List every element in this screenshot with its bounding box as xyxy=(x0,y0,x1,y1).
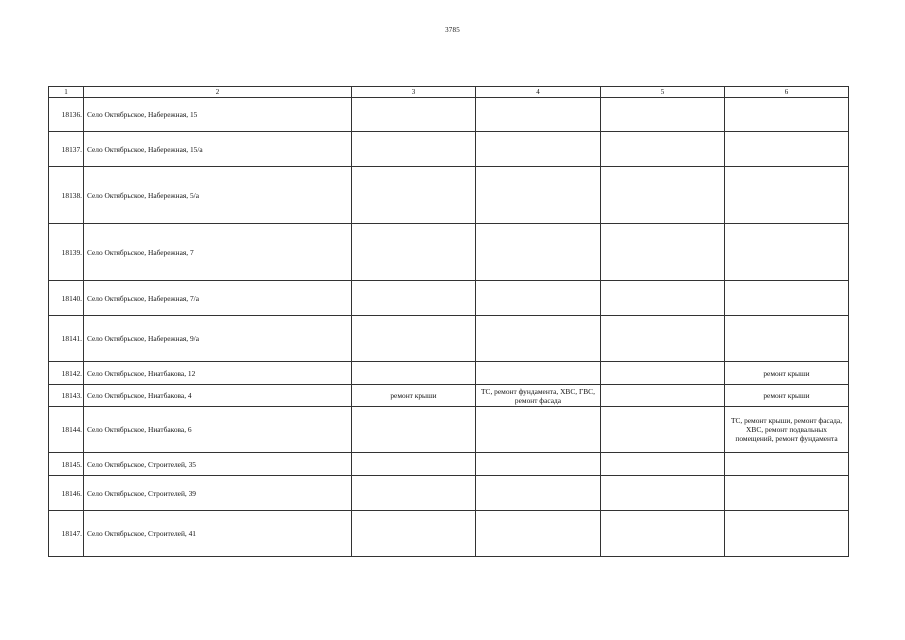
row-col5 xyxy=(601,362,725,385)
header-row xyxy=(49,87,849,98)
row-number: 18146. xyxy=(49,476,84,511)
table-row xyxy=(49,385,849,407)
row-col4 xyxy=(476,453,601,476)
table-row xyxy=(49,453,849,476)
row-col6 xyxy=(725,316,849,362)
row-col6 xyxy=(725,281,849,316)
row-col5 xyxy=(601,98,725,132)
row-col5 xyxy=(601,281,725,316)
row-col3 xyxy=(352,476,476,511)
row-address: Село Октябрьское, Набережная, 15 xyxy=(84,98,352,132)
row-col6 xyxy=(725,167,849,224)
row-col5 xyxy=(601,316,725,362)
row-col6 xyxy=(725,476,849,511)
table-row xyxy=(49,281,849,316)
row-col4 xyxy=(476,224,601,281)
row-col4 xyxy=(476,362,601,385)
row-number: 18136. xyxy=(49,98,84,132)
table-row xyxy=(49,316,849,362)
row-number: 18145. xyxy=(49,453,84,476)
table-row xyxy=(49,167,849,224)
row-col6: ремонт крыши xyxy=(725,385,849,407)
row-col5 xyxy=(601,167,725,224)
row-col3 xyxy=(352,453,476,476)
row-number: 18139. xyxy=(49,224,84,281)
row-number: 18142. xyxy=(49,362,84,385)
row-col3 xyxy=(352,511,476,557)
row-col6: ремонт крыши xyxy=(725,362,849,385)
row-number: 18137. xyxy=(49,132,84,167)
table-row xyxy=(49,476,849,511)
row-address: Село Октябрьское, Строителей, 39 xyxy=(84,476,352,511)
row-address: Село Октябрьское, Ниатбакова, 12 xyxy=(84,362,352,385)
table-row xyxy=(49,132,849,167)
table-row xyxy=(49,362,849,385)
row-col3 xyxy=(352,132,476,167)
row-col3 xyxy=(352,281,476,316)
row-number: 18143. xyxy=(49,385,84,407)
row-number: 18141. xyxy=(49,316,84,362)
page-number: 3785 xyxy=(445,26,460,34)
row-col3 xyxy=(352,98,476,132)
row-address: Село Октябрьское, Набережная, 5/а xyxy=(84,167,352,224)
row-col5 xyxy=(601,224,725,281)
row-col5 xyxy=(601,407,725,453)
column-header-4: 4 xyxy=(476,87,601,98)
column-header-6: 6 xyxy=(725,87,849,98)
row-col5 xyxy=(601,385,725,407)
column-header-5: 5 xyxy=(601,87,725,98)
row-col4: ТС, ремонт фундамента, ХВС, ГВС, ремонт фасада xyxy=(476,385,601,407)
table-row xyxy=(49,407,849,453)
row-col4 xyxy=(476,407,601,453)
column-header-1: 1 xyxy=(49,87,84,98)
row-col4 xyxy=(476,132,601,167)
row-number: 18147. xyxy=(49,511,84,557)
row-col4 xyxy=(476,98,601,132)
row-col4 xyxy=(476,167,601,224)
row-col5 xyxy=(601,476,725,511)
row-address: Село Октябрьское, Строителей, 35 xyxy=(84,453,352,476)
row-col5 xyxy=(601,453,725,476)
row-col3 xyxy=(352,407,476,453)
table-row xyxy=(49,98,849,132)
row-col3: ремонт крыши xyxy=(352,385,476,407)
table-row xyxy=(49,511,849,557)
row-col6 xyxy=(725,132,849,167)
row-address: Село Октябрьское, Набережная, 9/а xyxy=(84,316,352,362)
row-address: Село Октябрьское, Набережная, 7 xyxy=(84,224,352,281)
table-row xyxy=(49,224,849,281)
row-number: 18140. xyxy=(49,281,84,316)
row-col5 xyxy=(601,132,725,167)
repair-table xyxy=(48,86,849,557)
row-col4 xyxy=(476,476,601,511)
row-number: 18138. xyxy=(49,167,84,224)
row-address: Село Октябрьское, Ниатбакова, 4 xyxy=(84,385,352,407)
row-col4 xyxy=(476,281,601,316)
row-col4 xyxy=(476,511,601,557)
row-number: 18144. xyxy=(49,407,84,453)
row-col3 xyxy=(352,316,476,362)
row-address: Село Октябрьское, Строителей, 41 xyxy=(84,511,352,557)
row-address: Село Октябрьское, Набережная, 7/а xyxy=(84,281,352,316)
row-col3 xyxy=(352,362,476,385)
row-address: Село Октябрьское, Ниатбакова, 6 xyxy=(84,407,352,453)
row-col3 xyxy=(352,167,476,224)
column-header-2: 2 xyxy=(84,87,352,98)
row-col6 xyxy=(725,453,849,476)
row-address: Село Октябрьское, Набережная, 15/а xyxy=(84,132,352,167)
row-col5 xyxy=(601,511,725,557)
column-header-3: 3 xyxy=(352,87,476,98)
row-col6 xyxy=(725,511,849,557)
row-col6: ТС, ремонт крыши, ремонт фасада, ХВС, ремонт подвальных помещений, ремонт фундамента xyxy=(725,407,849,453)
row-col4 xyxy=(476,316,601,362)
row-col6 xyxy=(725,98,849,132)
row-col3 xyxy=(352,224,476,281)
row-col6 xyxy=(725,224,849,281)
